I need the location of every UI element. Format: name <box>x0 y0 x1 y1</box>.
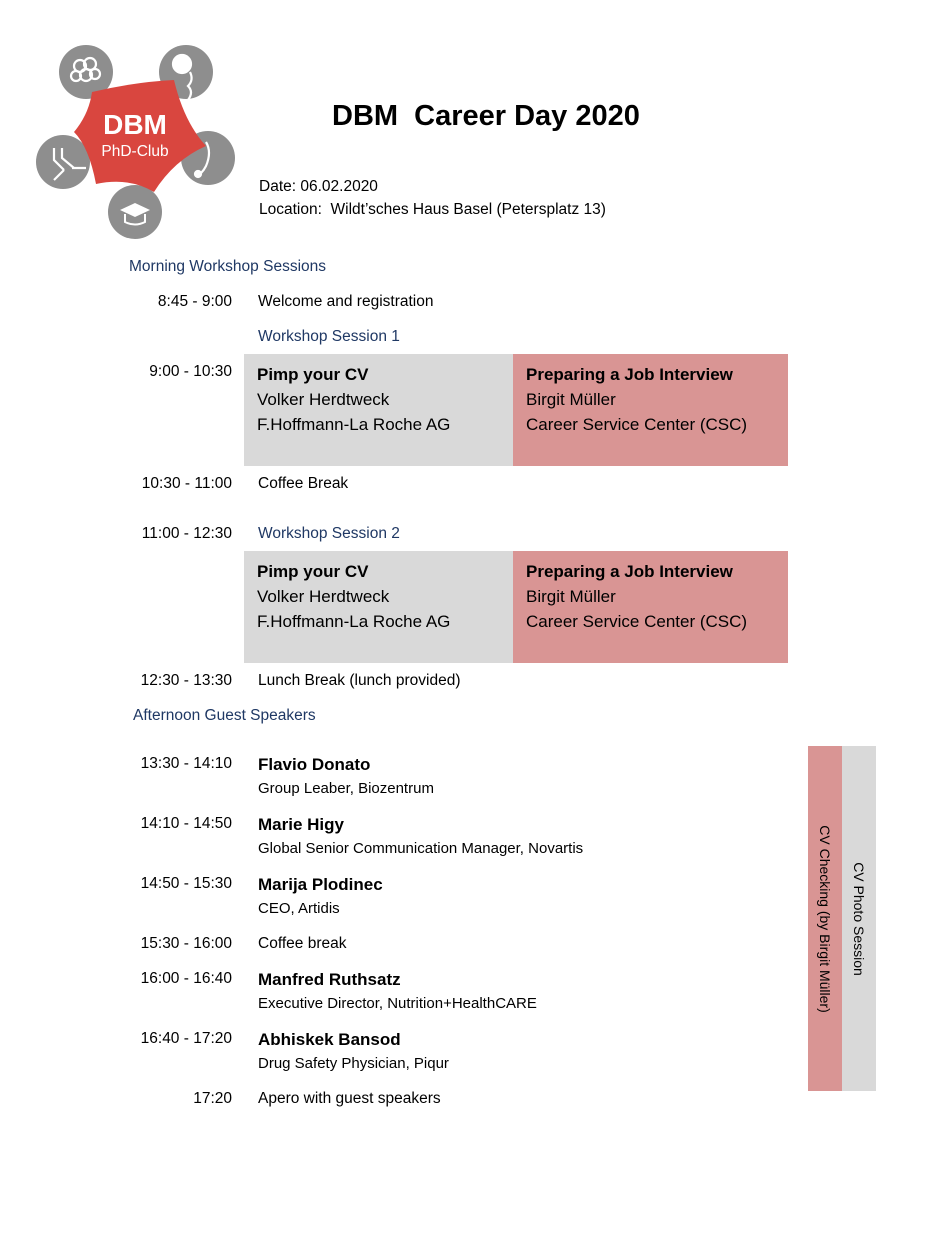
workshop-org: Career Service Center (CSC) <box>526 612 748 631</box>
workshop-title: Pimp your CV <box>257 562 369 581</box>
workshop-org: F.Hoffmann-La Roche AG <box>257 612 451 631</box>
workshop-title: Preparing a Job Interview <box>526 562 733 581</box>
workshop-speaker: Birgit Müller <box>526 390 616 409</box>
speaker-name: Flavio Donato <box>258 755 371 774</box>
workshop-title: Pimp your CV <box>257 365 369 384</box>
speaker-role: Drug Safety Physician, Piqur <box>258 1055 449 1072</box>
workshop-speaker: Volker Herdtweck <box>257 390 390 409</box>
session2-time: 11:00 - 12:30 <box>141 525 232 542</box>
session1-interview-workshop <box>513 354 788 466</box>
speaker-name: Marie Higy <box>258 815 344 834</box>
logo-text-phd-club: PhD-Club <box>101 143 169 160</box>
workshop-org: Career Service Center (CSC) <box>526 415 748 434</box>
session2-heading: Workshop Session 2 <box>258 525 400 542</box>
speaker-name: Marija Plodinec <box>258 875 383 894</box>
cv-photo-bar <box>842 746 876 1091</box>
cv-checking-label: CV Checking (by Birgit Müller) <box>817 824 833 1013</box>
session1-heading: Workshop Session 1 <box>258 328 400 345</box>
speaker-name: Manfred Ruthsatz <box>258 970 401 989</box>
session2-cv-workshop <box>244 551 513 663</box>
welcome-time: 8:45 - 9:00 <box>157 293 232 310</box>
speaker-role: Global Senior Communication Manager, Novartis <box>258 840 584 857</box>
session1-cv-workshop <box>244 354 513 466</box>
lunch-time: 12:30 - 13:30 <box>140 672 232 689</box>
apero-time: 17:20 <box>193 1090 232 1107</box>
speaker-time: 16:40 - 17:20 <box>140 1030 232 1047</box>
afternoon-heading: Afternoon Guest Speakers <box>133 707 316 724</box>
session1-time: 9:00 - 10:30 <box>149 363 232 380</box>
workshop-title: Preparing a Job Interview <box>526 365 733 384</box>
apero-text: Apero with guest speakers <box>258 1090 441 1107</box>
break-time: 15:30 - 16:00 <box>140 935 232 952</box>
coffee-time: 10:30 - 11:00 <box>141 475 232 492</box>
dbm-phd-club-logo <box>34 42 240 242</box>
break-text: Coffee break <box>258 935 347 952</box>
speaker-time: 16:00 - 16:40 <box>140 970 232 987</box>
event-location: Location: Wildt’sches Haus Basel (Petersplatz 13) <box>259 201 606 218</box>
logo-text-dbm: DBM <box>103 109 167 140</box>
page-title: DBM Career Day 2020 <box>332 100 640 132</box>
lunch-text: Lunch Break (lunch provided) <box>258 672 461 689</box>
cv-checking-bar <box>808 746 842 1091</box>
cv-photo-label: CV Photo Session <box>851 861 867 976</box>
workshop-speaker: Volker Herdtweck <box>257 587 390 606</box>
morning-heading: Morning Workshop Sessions <box>129 258 326 275</box>
speaker-name: Abhiskek Bansod <box>258 1030 401 1049</box>
event-date: Date: 06.02.2020 <box>259 178 378 195</box>
workshop-speaker: Birgit Müller <box>526 587 616 606</box>
speaker-role: Executive Director, Nutrition+HealthCARE <box>258 995 537 1012</box>
speaker-time: 14:50 - 15:30 <box>140 875 232 892</box>
speaker-role: CEO, Artidis <box>258 900 340 917</box>
speaker-role: Group Leaber, Biozentrum <box>258 780 434 797</box>
welcome-text: Welcome and registration <box>258 293 434 310</box>
workshop-org: F.Hoffmann-La Roche AG <box>257 415 451 434</box>
speaker-time: 14:10 - 14:50 <box>140 815 232 832</box>
session2-interview-workshop <box>513 551 788 663</box>
coffee-text: Coffee Break <box>258 475 349 492</box>
speaker-time: 13:30 - 14:10 <box>140 755 232 772</box>
